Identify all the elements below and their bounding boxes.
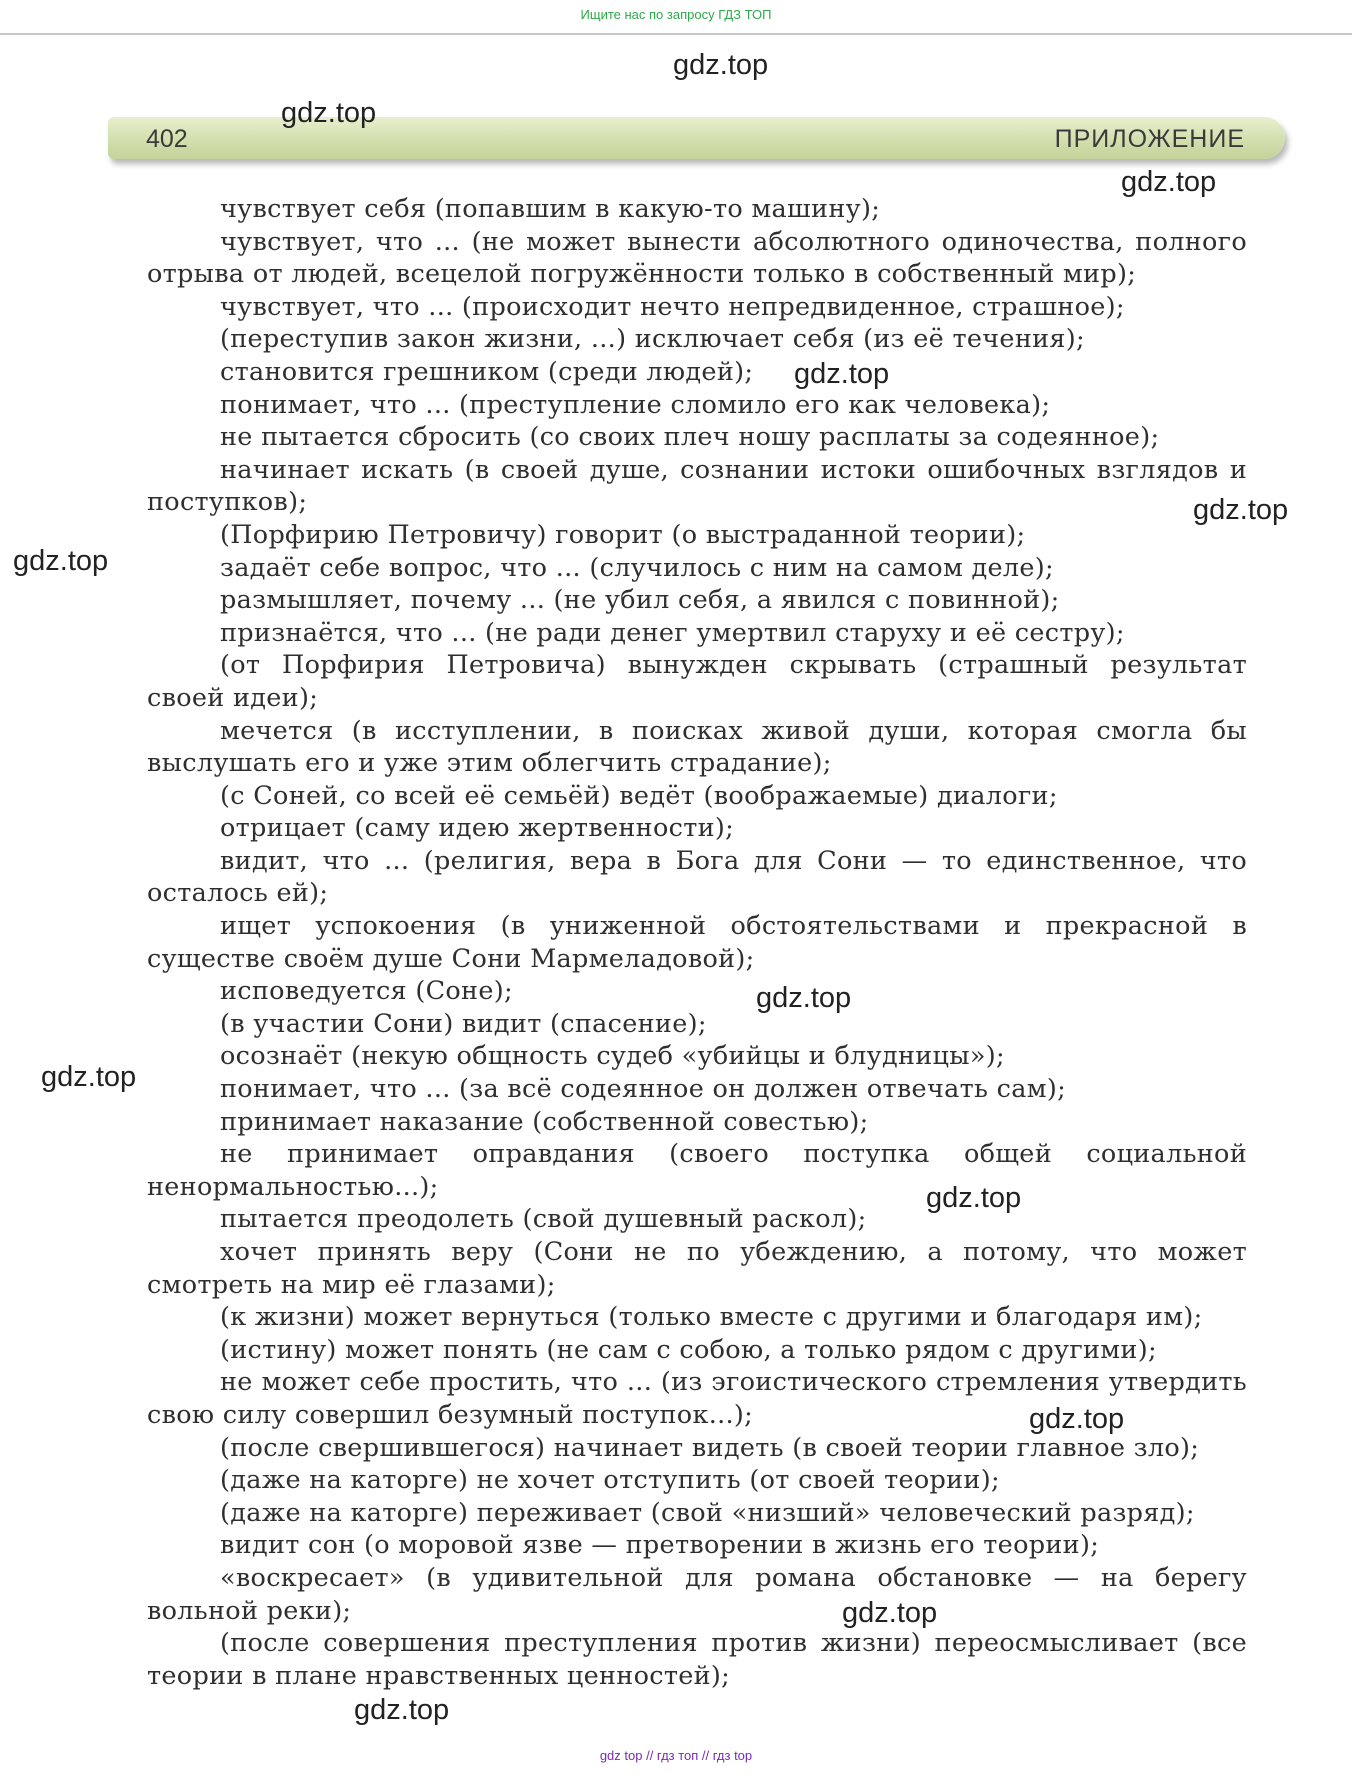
watermark: gdz.top (756, 982, 852, 1014)
text-paragraph: мечется (в исступлении, в поисках живой души, которая смогла бы выслушать его и уже этим облегчить страдание); (147, 715, 1247, 779)
text-paragraph: становится грешником (среди людей); (220, 356, 754, 387)
text-paragraph: (переступив закон жизни, ...) исключает себя (из её течения); (220, 324, 1085, 355)
text-paragraph: чувствует себя (попавшим в какую-то машину); (220, 194, 881, 224)
text-paragraph: (даже на каторге) переживает (свой «низший» человеческий разряд); (220, 1497, 1195, 1528)
watermark: gdz.top (842, 1597, 938, 1629)
text-paragraph: чувствует, что ... (происходит нечто непредвиденное, страшное); (220, 291, 1125, 322)
text-paragraph: (Порфирию Петровичу) говорит (о выстраданной теории); (220, 519, 1026, 550)
watermark: gdz.top (281, 97, 377, 129)
text-paragraph: чувствует, что ... (не может вынести абсолютного одиночества, полного отрыва от людей, всецелой погружённости только в собственный мир); (147, 226, 1247, 290)
watermark: gdz.top (673, 49, 769, 81)
text-paragraph: осознаёт (некую общность судеб «убийцы и блудницы»); (220, 1041, 1005, 1072)
watermark: gdz.top (1193, 494, 1289, 526)
text-paragraph: понимает, что ... (преступление сломило его как человека); (220, 389, 1051, 420)
banner-divider (0, 33, 1352, 35)
watermark: gdz.top (794, 358, 890, 390)
watermark: gdz.top (354, 1694, 450, 1726)
text-paragraph: признаётся, что ... (не ради денег умертвил старуху и её сестру); (220, 617, 1125, 648)
text-paragraph: (истину) может понять (не сам с собою, а только рядом с другими); (220, 1334, 1157, 1365)
text-paragraph: начинает искать (в своей душе, сознании истоки ошибочных взглядов и поступков); (147, 454, 1247, 518)
page-number: 402 (146, 125, 188, 153)
text-paragraph: «воскресает» (в удивительной для романа обстановке — на берегу вольной реки); (147, 1562, 1247, 1626)
watermark: gdz.top (13, 545, 109, 577)
page-text (147, 193, 1247, 1692)
watermark: gdz.top (1121, 166, 1217, 198)
text-paragraph: ищет успокоения (в униженной обстоятельствами и прекрасной в существе своём душе Сони Мармеладовой); (147, 911, 1247, 974)
text-paragraph: (в участии Сони) видит (спасение); (220, 1008, 707, 1039)
text-paragraph: не может себе простить, что ... (из эгоистического стремления утвердить свою силу совершил безумный поступок...); (147, 1367, 1247, 1430)
text-paragraph: видит сон (о моровой язве — претворении в жизнь его теории); (220, 1530, 1100, 1561)
text-paragraph: размышляет, почему ... (не убил себя, а явился с повинной); (220, 585, 1060, 616)
search-banner: Ищите нас по запросу ГДЗ ТОП (580, 7, 772, 22)
text-paragraph: хочет принять веру (Сони не по убеждению, а потому, что может смотреть на мир её глазами); (147, 1237, 1247, 1300)
text-paragraph: не пытается сбросить (со своих плеч ношу расплаты за содеянное); (220, 422, 1160, 453)
text-paragraph: (к жизни) может вернуться (только вместе с другими и благодаря им); (220, 1302, 1203, 1333)
text-paragraph: задаёт себе вопрос, что ... (случилось с ним на самом деле); (220, 552, 1054, 583)
footer-links[interactable]: gdz top // гдз топ // гдз top (599, 1748, 753, 1763)
text-paragraph: (даже на каторге) не хочет отступить (от своей теории); (220, 1465, 1000, 1496)
text-paragraph: отрицает (саму идею жертвенности); (220, 813, 735, 844)
text-paragraph: исповедуется (Соне); (220, 976, 513, 1007)
watermark: gdz.top (926, 1182, 1022, 1214)
text-paragraph: не принимает оправдания (своего поступка общей социальной ненормальностью...); (147, 1139, 1247, 1202)
watermark: gdz.top (1029, 1403, 1125, 1435)
text-paragraph: понимает, что ... (за всё содеянное он должен отвечать сам); (220, 1074, 1066, 1105)
watermark: gdz.top (41, 1061, 137, 1093)
section-title: ПРИЛОЖЕНИЕ (1054, 125, 1245, 153)
text-paragraph: (от Порфирия Петровича) вынужден скрывать (страшный результат своей идеи); (147, 650, 1247, 713)
text-paragraph: (после совершения преступления против жизни) переосмысливает (все теории в плане нравственных ценностей); (147, 1628, 1247, 1691)
text-paragraph: (с Соней, со всей её семьёй) ведёт (воображаемые) диалоги; (220, 780, 1058, 811)
text-paragraph: принимает наказание (собственной совестью); (220, 1106, 869, 1137)
text-paragraph: (после свершившегося) начинает видеть (в своей теории главное зло); (220, 1432, 1200, 1463)
text-paragraph: видит, что ... (религия, вера в Бога для Сони — то единственное, что осталось ей); (147, 845, 1247, 909)
text-paragraph: пытается преодолеть (свой душевный раскол); (220, 1204, 867, 1235)
